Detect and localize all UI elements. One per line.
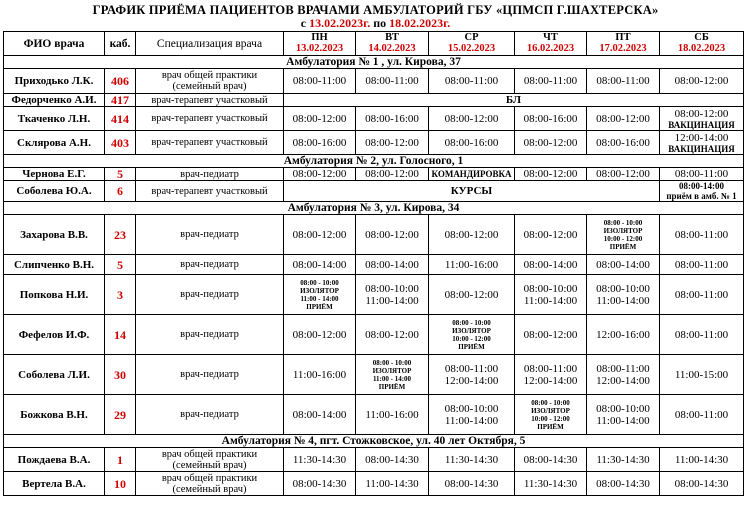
- schedule-cell: 08:00-16:00: [429, 131, 515, 155]
- schedule-cell: 11:30-14:30: [429, 448, 515, 472]
- schedule-cell: 08:00 - 10:00 ИЗОЛЯТОР 10:00 - 12:00 ПРИЁМ: [587, 215, 660, 255]
- schedule-cell: 08:00 - 10:00 ИЗОЛЯТОР 10:00 - 12:00 ПРИЁМ: [429, 315, 515, 355]
- schedule-cell: КОМАНДИРОВКА: [429, 168, 515, 181]
- schedule-cell: 08:00-11:00 12:00-14:00: [429, 355, 515, 395]
- schedule-cell: 08:00-16:00: [515, 107, 587, 131]
- schedule-cell: 08:00-14:30: [587, 472, 660, 496]
- schedule-note: КУРСЫ: [284, 181, 660, 202]
- specialization: врач-терапевт участковый: [136, 107, 284, 131]
- doctor-name: Захарова В.В.: [4, 215, 105, 255]
- schedule-cell: 08:00-12:00: [515, 215, 587, 255]
- table-row: [4, 275, 744, 315]
- header-row: [4, 32, 744, 56]
- specialization: врач-педиатр: [136, 395, 284, 435]
- schedule-cell: 08:00-14:00: [515, 255, 587, 275]
- schedule-cell: 11:00-16:00: [284, 355, 356, 395]
- schedule-cell: 08:00-14:30: [429, 472, 515, 496]
- specialization: врач общей практики (семейный врач): [136, 448, 284, 472]
- schedule-cell: 08:00-12:00: [284, 107, 356, 131]
- cabinet: 14: [105, 315, 136, 355]
- doctor-name: Пождаева В.А.: [4, 448, 105, 472]
- schedule-cell: 08:00-16:00: [587, 131, 660, 155]
- schedule-cell: 08:00-11:00: [660, 255, 744, 275]
- doctor-name: Соболева Л.И.: [4, 355, 105, 395]
- schedule-cell: 08:00-12:00: [660, 69, 744, 94]
- table-row: [4, 472, 744, 496]
- cabinet: 406: [105, 69, 136, 94]
- schedule-cell: 08:00-14:30: [660, 472, 744, 496]
- cabinet: 414: [105, 107, 136, 131]
- doctor-name: Склярова А.Н.: [4, 131, 105, 155]
- cabinet: 1: [105, 448, 136, 472]
- specialization: врач-терапевт участковый: [136, 131, 284, 155]
- doctor-name: Ткаченко Л.Н.: [4, 107, 105, 131]
- schedule-period: с 13.02.2023г. по 18.02.2023г.: [300, 16, 451, 30]
- header-day-fri: ПТ 17.02.2023: [587, 32, 660, 56]
- section-header: [4, 56, 744, 69]
- schedule-cell: 08:00-14:00: [587, 255, 660, 275]
- schedule-cell: 08:00-11:00: [429, 69, 515, 94]
- header-kab: каб.: [105, 32, 136, 56]
- doctor-name: Федорченко А.И.: [4, 94, 105, 107]
- section-title: Амбулатория № 1 , ул. Кирова, 37: [4, 56, 744, 69]
- schedule-cell: 11:00-15:00: [660, 355, 744, 395]
- table-row: [4, 215, 744, 255]
- doctor-name: Попкова Н.И.: [4, 275, 105, 315]
- schedule-cell: 08:00-12:00: [515, 315, 587, 355]
- schedule-cell: 08:00-14:30: [515, 448, 587, 472]
- header-spec: Специализация врача: [136, 32, 284, 56]
- schedule-cell: 08:00 - 10:00 ИЗОЛЯТОР 10:00 - 12:00 ПРИЁМ: [515, 395, 587, 435]
- schedule-cell: 08:00-10:00 11:00-14:00: [515, 275, 587, 315]
- schedule-cell: 08:00-12:00 ВАКЦИНАЦИЯ: [660, 107, 744, 131]
- table-row: [4, 355, 744, 395]
- schedule-cell: 08:00 - 10:00 ИЗОЛЯТОР 11:00 - 14:00 ПРИЁМ: [356, 355, 429, 395]
- specialization: врач общей практики (семейный врач): [136, 69, 284, 94]
- table-row: [4, 107, 744, 131]
- header-day-sat: СБ 18.02.2023: [660, 32, 744, 56]
- cabinet: 30: [105, 355, 136, 395]
- schedule-cell: 08:00-11:00: [660, 275, 744, 315]
- section-header: [4, 435, 744, 448]
- schedule-cell: 08:00-12:00: [284, 315, 356, 355]
- specialization: врач-педиатр: [136, 315, 284, 355]
- schedule-cell: 08:00-12:00: [356, 131, 429, 155]
- schedule-cell: 11:30-14:30: [587, 448, 660, 472]
- schedule-cell: 08:00-12:00: [356, 168, 429, 181]
- table-row: [4, 94, 744, 107]
- doctor-name: Божкова В.Н.: [4, 395, 105, 435]
- schedule-cell: 08:00 - 10:00 ИЗОЛЯТОР 11:00 - 14:00 ПРИЁМ: [284, 275, 356, 315]
- schedule-cell: 08:00-10:00 11:00-14:00: [356, 275, 429, 315]
- schedule-cell: 08:00-16:00: [356, 107, 429, 131]
- schedule-cell: 08:00-14:00 приём в амб. № 1: [660, 181, 744, 202]
- doctor-name: Слипченко В.Н.: [4, 255, 105, 275]
- schedule-cell: 12:00-16:00: [587, 315, 660, 355]
- schedule-cell: 08:00-12:00: [587, 107, 660, 131]
- cabinet: 417: [105, 94, 136, 107]
- schedule-cell: 08:00-14:30: [356, 448, 429, 472]
- table-row: [4, 181, 744, 202]
- header-day-wed: СР 15.02.2023: [429, 32, 515, 56]
- table-row: [4, 168, 744, 181]
- schedule-title: ГРАФИК ПРИЁМА ПАЦИЕНТОВ ВРАЧАМИ АМБУЛАТОРИЙ ГБУ «ЦПМСП Г.ШАХТЕРСКА»: [92, 3, 659, 17]
- doctor-name: Приходько Л.К.: [4, 69, 105, 94]
- doctor-name: Чернова Е.Г.: [4, 168, 105, 181]
- schedule-cell: 08:00-14:00: [284, 255, 356, 275]
- doctor-name: Фефелов И.Ф.: [4, 315, 105, 355]
- specialization: врач-педиатр: [136, 255, 284, 275]
- schedule-cell: 11:00-14:30: [660, 448, 744, 472]
- section-title: Амбулатория № 2, ул. Голосного, 1: [4, 155, 744, 168]
- schedule-cell: 08:00-11:00: [660, 168, 744, 181]
- schedule-cell: 11:00-14:30: [356, 472, 429, 496]
- schedule-cell: 08:00-16:00: [284, 131, 356, 155]
- schedule-note: БЛ: [284, 94, 744, 107]
- cabinet: 403: [105, 131, 136, 155]
- doctor-name: Вертела В.А.: [4, 472, 105, 496]
- schedule-cell: 08:00-11:00: [660, 315, 744, 355]
- cabinet: 5: [105, 255, 136, 275]
- schedule-cell: 08:00-12:00: [429, 107, 515, 131]
- schedule-cell: 08:00-11:00 12:00-14:00: [515, 355, 587, 395]
- schedule-cell: 08:00-12:00: [356, 315, 429, 355]
- schedule-cell: 08:00-10:00 11:00-14:00: [429, 395, 515, 435]
- schedule-cell: 08:00-12:00: [284, 215, 356, 255]
- table-row: [4, 131, 744, 155]
- specialization: врач общей практики (семейный врач): [136, 472, 284, 496]
- schedule-cell: 08:00-12:00: [587, 168, 660, 181]
- schedule-cell: 08:00-14:00: [284, 395, 356, 435]
- table-row: [4, 395, 744, 435]
- section-title: Амбулатория № 3, ул. Кирова, 34: [4, 202, 744, 215]
- header-day-mon: ПН 13.02.2023: [284, 32, 356, 56]
- section-title: Амбулатория № 4, пгт. Стожковское, ул. 40 лет Октября, 5: [4, 435, 744, 448]
- table-row: [4, 69, 744, 94]
- schedule-cell: 08:00-10:00 11:00-14:00: [587, 395, 660, 435]
- schedule-cell: 11:00-16:00: [356, 395, 429, 435]
- header-day-thu: ЧТ 16.02.2023: [515, 32, 587, 56]
- schedule-table: [3, 31, 744, 496]
- schedule-cell: 11:30-14:30: [515, 472, 587, 496]
- section-header: [4, 155, 744, 168]
- specialization: врач-терапевт участковый: [136, 94, 284, 107]
- schedule-cell: 11:30-14:30: [284, 448, 356, 472]
- schedule-cell: 08:00-11:00: [515, 69, 587, 94]
- schedule-cell: 08:00-10:00 11:00-14:00: [587, 275, 660, 315]
- cabinet: 3: [105, 275, 136, 315]
- schedule-cell: 08:00-11:00 12:00-14:00: [587, 355, 660, 395]
- cabinet: 10: [105, 472, 136, 496]
- schedule-cell: 08:00-11:00: [660, 215, 744, 255]
- schedule-cell: 08:00-12:00: [515, 168, 587, 181]
- specialization: врач-педиатр: [136, 168, 284, 181]
- specialization: врач-педиатр: [136, 355, 284, 395]
- specialization: врач-педиатр: [136, 215, 284, 255]
- specialization: врач-терапевт участковый: [136, 181, 284, 202]
- schedule-cell: 08:00-11:00: [660, 395, 744, 435]
- schedule-cell: 08:00-12:00: [429, 215, 515, 255]
- schedule-cell: 08:00-12:00: [284, 168, 356, 181]
- cabinet: 23: [105, 215, 136, 255]
- schedule-cell: 08:00-14:00: [356, 255, 429, 275]
- table-row: [4, 448, 744, 472]
- cabinet: 6: [105, 181, 136, 202]
- schedule-cell: 08:00-11:00: [284, 69, 356, 94]
- specialization: врач-педиатр: [136, 275, 284, 315]
- cabinet: 5: [105, 168, 136, 181]
- header-day-tue: ВТ 14.02.2023: [356, 32, 429, 56]
- header-fio: ФИО врача: [4, 32, 105, 56]
- schedule-cell: 11:00-16:00: [429, 255, 515, 275]
- schedule-cell: 08:00-11:00: [356, 69, 429, 94]
- schedule-cell: 08:00-12:00: [515, 131, 587, 155]
- table-row: [4, 315, 744, 355]
- section-header: [4, 202, 744, 215]
- schedule-cell: 08:00-12:00: [429, 275, 515, 315]
- schedule-cell: 08:00-12:00: [356, 215, 429, 255]
- doctor-name: Соболева Ю.А.: [4, 181, 105, 202]
- schedule-cell: 12:00-14:00 ВАКЦИНАЦИЯ: [660, 131, 744, 155]
- schedule-cell: 08:00-11:00: [587, 69, 660, 94]
- schedule-cell: 08:00-14:30: [284, 472, 356, 496]
- cabinet: 29: [105, 395, 136, 435]
- table-row: [4, 255, 744, 275]
